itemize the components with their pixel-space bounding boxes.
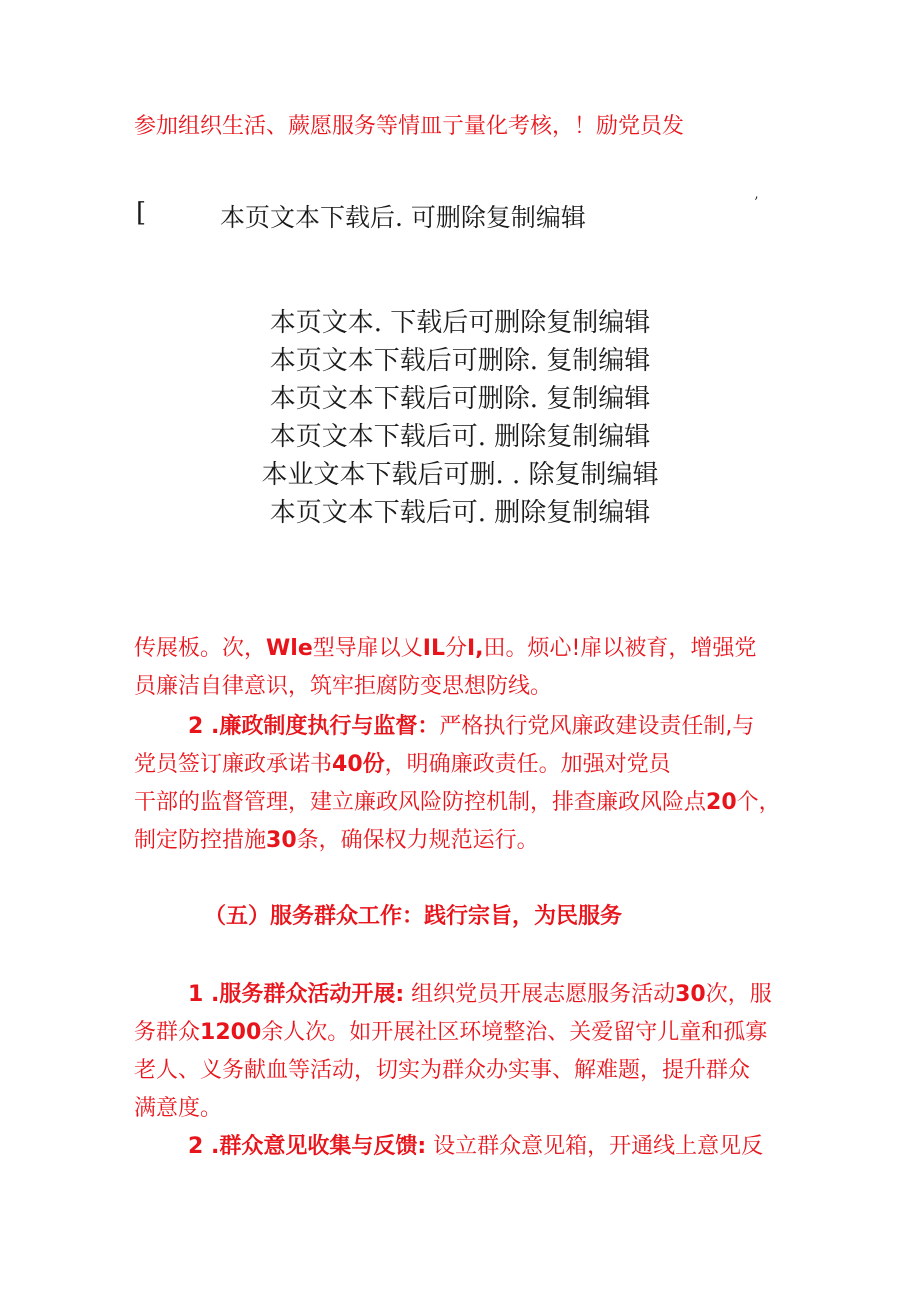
number-run: 40份 xyxy=(332,752,385,777)
watermark-line: 本页文本下载后可. 删除复制编辑 xyxy=(269,498,651,528)
text-run: 干部的监督管理，建立廉政风险防控机制，排查廉政风险点 xyxy=(134,790,707,815)
text-run: 制定防控措施 xyxy=(134,828,267,853)
text-run: 田。烦心!扉以被育，增强党 xyxy=(483,636,757,661)
integrity-line-2 xyxy=(134,752,671,778)
service-heading: 1 .服务群众活动开展: xyxy=(188,982,405,1007)
watermark-line: 本页文本下载后可删除. 复制编辑 xyxy=(269,384,651,414)
text-run: 型导扉以乂 xyxy=(312,636,423,661)
service-line-4: 满意度。 xyxy=(134,1096,223,1121)
text-run: 传展板。次， xyxy=(134,636,267,661)
text-run: 组织党员开展志愿服务活动 xyxy=(404,982,676,1007)
number-run: 20 xyxy=(706,790,737,815)
integrity-heading-line xyxy=(188,714,754,740)
text-run: 次，服 xyxy=(705,982,772,1007)
text-run: ，明确廉政责任。加强对党员 xyxy=(384,752,671,777)
bold-run: Wle xyxy=(266,636,313,661)
service-line-3: 老人、义务献血等活动，切实为群众办实事、解难题，提升群众 xyxy=(134,1058,751,1083)
bold-run: I, xyxy=(467,636,484,661)
bracket-left: [ xyxy=(136,198,147,228)
feedback-heading: 2 .群众意见收集与反馈: xyxy=(188,1134,427,1159)
integrity-line-4 xyxy=(134,828,539,854)
text-run: 余人次。如开展社区环境整治、关爱留守儿童和孤寡 xyxy=(261,1020,768,1045)
watermark-line: 本页文本下载后可. 删除复制编辑 xyxy=(269,422,651,452)
number-run: 30 xyxy=(266,828,297,853)
stray-mark: ’ xyxy=(754,195,759,211)
text-run: 个， xyxy=(736,790,781,815)
bold-run: IL xyxy=(422,636,445,661)
body-line-1 xyxy=(134,636,756,662)
text-run: 务群众 xyxy=(134,1020,201,1045)
section-title: （五）服务群众工作：践行宗旨，为民服务 xyxy=(204,904,623,929)
text-run: 分 xyxy=(444,636,467,661)
top-text-line: 参加组织生活、蕨愿服务等情皿亍量化考核，！励党员发 xyxy=(134,114,685,139)
watermark-line: 本页文本下载后可删除. 复制编辑 xyxy=(269,346,651,376)
service-line-2 xyxy=(134,1020,767,1046)
watermark-line: 本业文本下载后可删. . 除复制编辑 xyxy=(261,460,659,490)
text-run: 设立群众意见箱，开通线上意见反 xyxy=(426,1134,764,1159)
watermark-line: 本页文本. 下载后可删除复制编辑 xyxy=(269,308,651,338)
body-line-2: 员廉洁自律意识，筑牢拒腐防变思想防线。 xyxy=(134,674,553,699)
integrity-line-3 xyxy=(134,790,781,816)
text-run: 严格执行党风廉政建设责任制,与 xyxy=(439,714,755,739)
text-run: 党员签订廉政承诺书 xyxy=(134,752,333,777)
number-run: 1200 xyxy=(200,1020,262,1045)
number-run: 30 xyxy=(675,982,706,1007)
feedback-line-1 xyxy=(188,1134,763,1160)
integrity-heading: 2 .廉政制度执行与监督： xyxy=(188,714,440,739)
text-run: 条，确保权力规范运行。 xyxy=(296,828,539,853)
service-line-1 xyxy=(188,982,772,1008)
watermark-heading: 本页文本下载后. 可删除复制编辑 xyxy=(220,203,586,232)
